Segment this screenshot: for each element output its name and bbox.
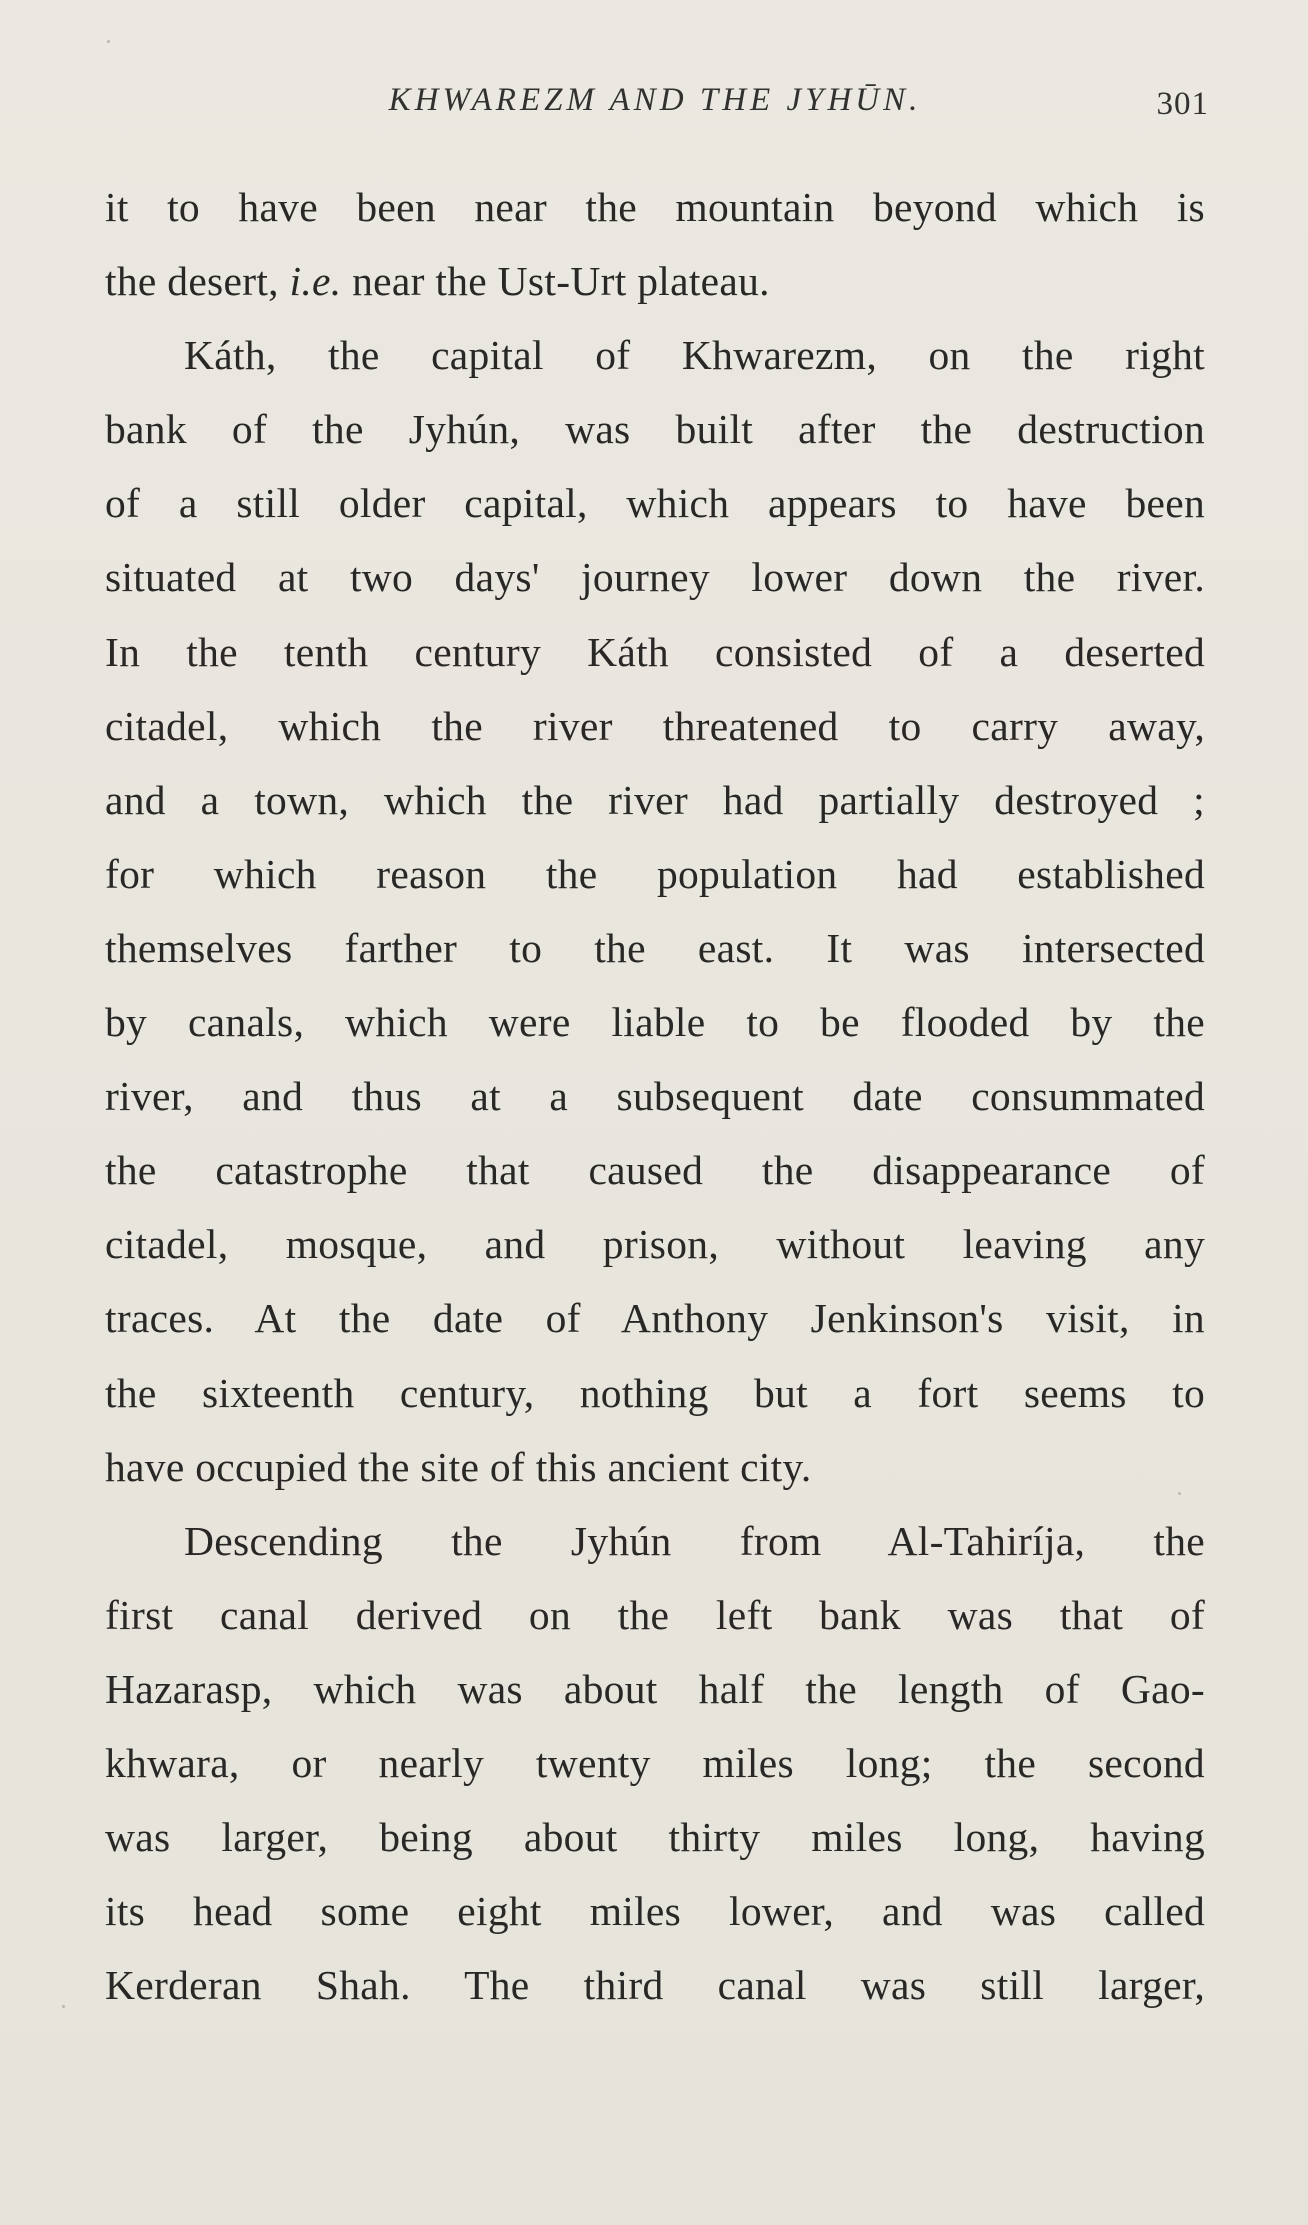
paper-speck [62, 2005, 65, 2008]
text-line: citadel, which the river threatened to carry away, [105, 702, 1205, 749]
text-line: In the tenth century Káth consisted of a deserted [105, 628, 1205, 675]
body-text [105, 170, 1205, 2022]
text-line: have occupied the site of this ancient city. [105, 1443, 812, 1490]
text-line: Kerderan Shah. The third canal was still larger, [105, 1962, 1205, 2009]
text-line: bank of the Jyhún, was built after the destruction [105, 406, 1205, 453]
text-line: and a town, which the river had partially destroyed ; [105, 776, 1205, 823]
running-title: KHWAREZM AND THE JYHŪN. [388, 82, 922, 118]
text-line: traces. At the date of Anthony Jenkinson's visit, in [105, 1295, 1205, 1342]
text-line: it to have been near the mountain beyond which is [105, 184, 1205, 230]
text-line: river, and thus at a subsequent date consummated [105, 1073, 1205, 1120]
text-line: was larger, being about thirty miles long, having [105, 1814, 1205, 1861]
italic-abbreviation: i.e. [289, 258, 342, 305]
paper-speck [1178, 1492, 1181, 1495]
text-line: citadel, mosque, and prison, without leaving any [105, 1221, 1205, 1268]
running-head [105, 82, 1209, 132]
text-line: khwara, or nearly twenty miles long; the second [105, 1739, 1205, 1786]
text-line: situated at two days' journey lower down the river. [105, 554, 1205, 601]
paper-speck [107, 40, 110, 43]
text-line: first canal derived on the left bank was that of [105, 1591, 1205, 1638]
text-line: Káth, the capital of Khwarezm, on the right [184, 332, 1205, 379]
text-line: Hazarasp, which was about half the length of Gao- [105, 1665, 1205, 1712]
text-line: by canals, which were liable to be flooded by the [105, 999, 1205, 1046]
text-line: of a still older capital, which appears to have been [105, 480, 1205, 527]
page-number: 301 [1156, 86, 1209, 122]
text-line: for which reason the population had established [105, 850, 1205, 897]
text-line: its head some eight miles lower, and was called [105, 1888, 1205, 1935]
text-line: themselves farther to the east. It was intersected [105, 924, 1205, 971]
text-line: the sixteenth century, nothing but a fort seems to [105, 1369, 1205, 1416]
text-line: Descending the Jyhún from Al-Tahiríja, the [184, 1517, 1205, 1564]
text-line: the desert, i.e. near the Ust-Urt plateau. [105, 258, 770, 305]
text-line: the catastrophe that caused the disappearance of [105, 1147, 1205, 1194]
